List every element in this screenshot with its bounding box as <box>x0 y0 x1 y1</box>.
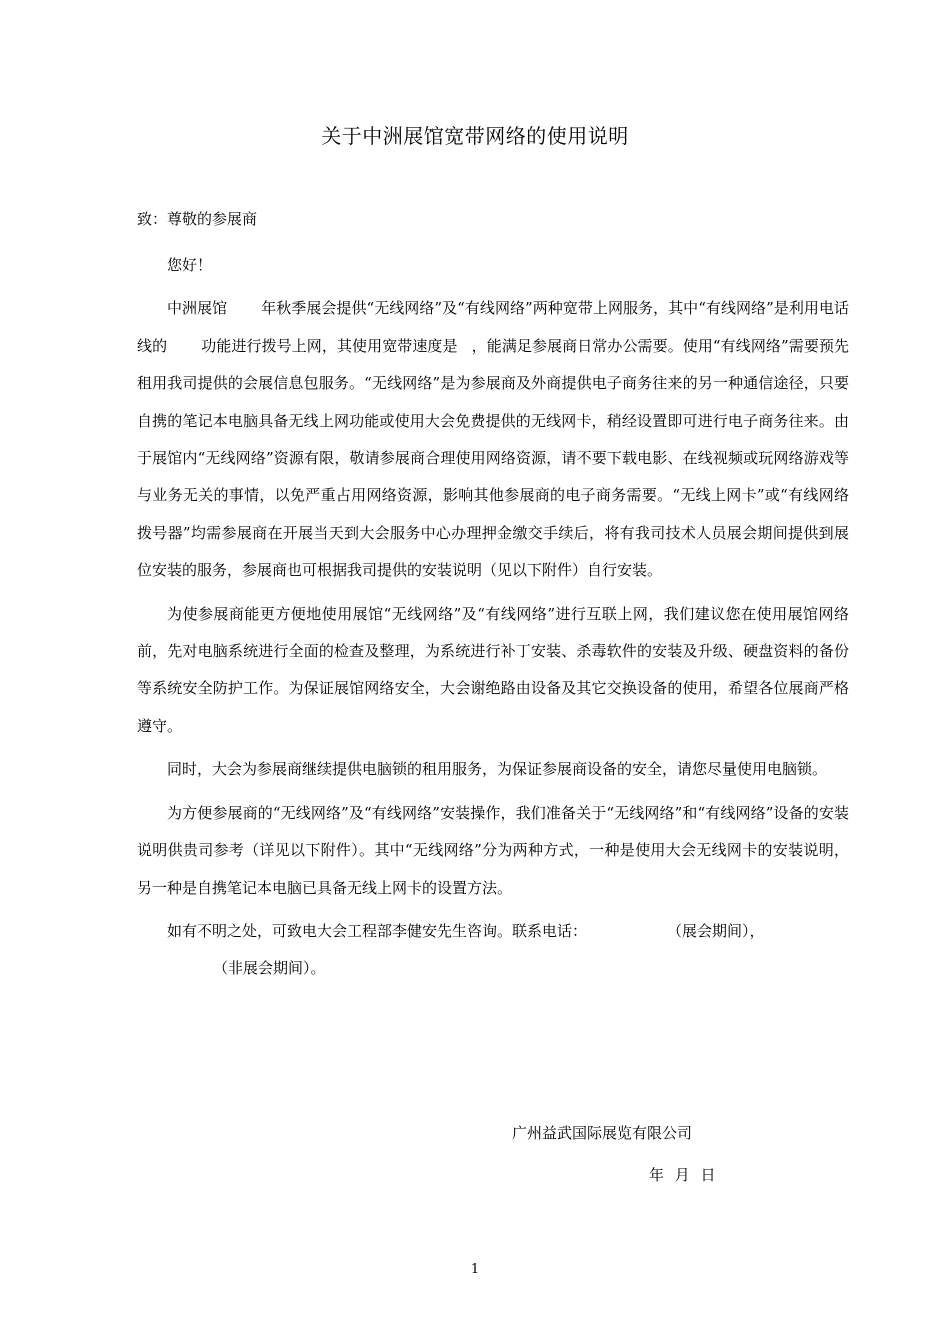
paragraph-text: （非展会期间）。 <box>213 959 326 978</box>
greeting: 您好！ <box>167 256 213 274</box>
company-signature: 广州益武国际展览有限公司 <box>512 1124 693 1142</box>
paragraph-computer-lock: 同时，大会为参展商继续提供电脑锁的租用服务，为保证参展商设备的安全，请您尽量使用电脑锁。 <box>167 760 828 779</box>
paragraph-text: 功能进行拨号上网，其使用宽带速度是 <box>201 336 458 355</box>
paragraph-service-intro <box>137 290 849 589</box>
paragraph-text: 如有不明之处，可致电大会工程部李健安先生咨询。联系电话： <box>167 921 588 940</box>
signature-date: 年 月 日 <box>649 1166 716 1184</box>
paragraph-security-advice: 为使参展商能更方便地使用展馆“无线网络”及“有线网络”进行互联上网，我们建议您在使用展馆网络前，先对电脑系统进行全面的检查及整理，为系统进行补丁安装、杀毒软件的安装及升级、硬盘资料的备份等系统安全防护工作。为保证展馆网络安全，大会谢绝路由设备及其它交换设备的使用，希望各位展商严格遵守。 <box>137 604 849 735</box>
document-body <box>137 247 849 988</box>
paragraph-text: ，能满足参展商日常办公需要。使用“有线网络”需要预先租用我司提供的会展信息包服务。“无线网络”是为参展商及外商提供电子商务往来的另一种通信途径，只要自携的笔记本电脑具备无线上网功能或使用大会免费提供的无线网卡，稍经设置即可进行电子商务往来。由于展馆内“无线网络”资源有限，敬请参展商合理使用网络资源，请不要下载电影、在线视频或玩网络游戏等与业务无关的事情，以免严重占用网络资源，影响其他参展商的电子商务需要。“无线上网卡”或“有线网络拨号器”均需参展商在开展当天到大会服务中心办理押金缴交手续后，将有我司技术人员展会期间提供到展位安装的服务，参展商也可根据我司提供的安装说明（见以下附件）自行安装。 <box>137 336 849 580</box>
paragraph-text: 年秋季展会提供“无线网络”及“有线网络”两种宽带上网服务，其中“有线网络”是利用电话线的 <box>137 299 849 355</box>
paragraph-text: 中洲展馆 <box>167 299 228 318</box>
paragraph-text: （展会期间）， <box>667 921 765 940</box>
page-number: 1 <box>470 1262 480 1277</box>
document-title: 关于中洲展馆宽带网络的使用说明 <box>321 124 629 148</box>
paragraph-installation-guide: 为方便参展商的“无线网络”及“有线网络”安装操作，我们准备关于“无线网络”和“有线网络”设备的安装说明供贵司参考（详见以下附件）。其中“无线网络”分为两种方式，一种是使用大会无线网卡的安装说明，另一种是自携笔记本电脑已具备无线上网卡的设置方法。 <box>137 803 849 897</box>
paragraph-contact <box>137 913 849 988</box>
salutation: 致：尊敬的参展商 <box>137 210 258 228</box>
